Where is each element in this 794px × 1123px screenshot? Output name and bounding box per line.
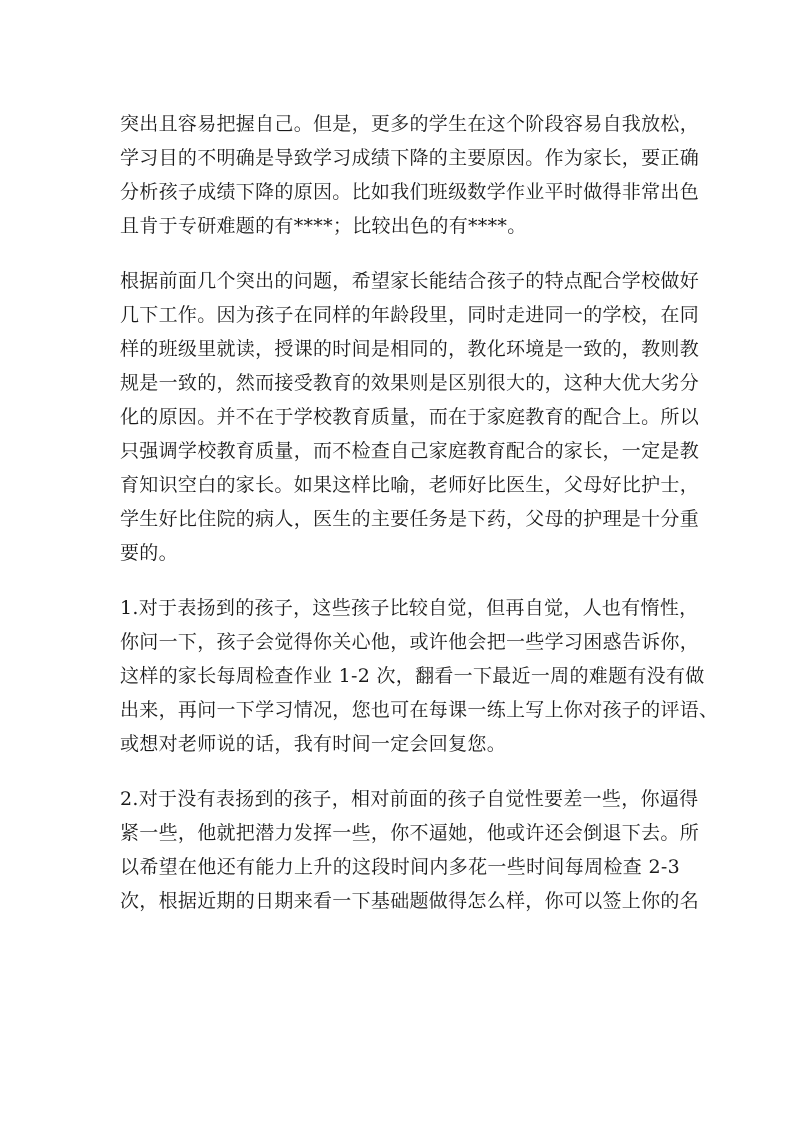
text-line-15: 你问一下，孩子会觉得你关心他，或许他会把一些学习困惑告诉你， — [120, 631, 700, 653]
text-line-8: 规是一致的，然而接受教育的效果则是区别很大的，这种大优大劣分 — [120, 372, 700, 394]
text-line-22: 次，根据近期的日期来看一下基础题做得怎么样，你可以签上你的名 — [120, 890, 700, 912]
text-line-7: 样的班级里就读，授课的时间是相同的，教化环境是一致的，教则教 — [120, 338, 700, 360]
text-line-18: 或想对老师说的话，我有时间一定会回复您。 — [120, 733, 507, 755]
text-line-9: 化的原因。并不在于学校教育质量，而在于家庭教育的配合上。所以 — [120, 406, 700, 428]
text-line-16: 这样的家长每周检查作业 1-2 次，翻看一下最近一周的难题有没有做 — [120, 665, 705, 687]
text-line-14: 1.对于表扬到的孩子，这些孩子比较自觉，但再自觉，人也有惰性， — [120, 597, 699, 619]
text-line-6: 几下工作。因为孩子在同样的年龄段里，同时走进同一的学校，在同 — [120, 304, 700, 326]
text-line-12: 学生好比住院的病人，医生的主要任务是下药，父母的护理是十分重 — [120, 508, 700, 530]
text-line-5: 根据前面几个突出的问题，希望家长能结合孩子的特点配合学校做好 — [120, 270, 700, 292]
text-line-21: 以希望在他还有能力上升的这段时间内多花一些时间每周检查 2-3 — [120, 856, 680, 878]
text-line-2: 学习目的不明确是导致学习成绩下降的主要原因。作为家长，要正确 — [120, 147, 700, 169]
text-line-19: 2.对于没有表扬到的孩子，相对前面的孩子自觉性要差一些，你逼得 — [120, 788, 699, 810]
text-line-20: 紧一些，他就把潜力发挥一些，你不逼她，他或许还会倒退下去。所 — [120, 822, 700, 844]
text-line-17: 出来，再问一下学习情况，您也可在每课一练上写上你对孩子的评语、 — [120, 699, 719, 721]
text-line-1: 突出且容易把握自己。但是，更多的学生在这个阶段容易自我放松， — [120, 113, 700, 135]
text-line-4: 且肯于专研难题的有****；比较出色的有****。 — [120, 215, 527, 237]
text-line-11: 育知识空白的家长。如果这样比喻，老师好比医生，父母好比护士， — [120, 474, 700, 496]
text-line-10: 只强调学校教育质量，而不检查自己家庭教育配合的家长，一定是教 — [120, 440, 700, 462]
text-line-13: 要的。 — [120, 542, 178, 564]
text-line-3: 分析孩子成绩下降的原因。比如我们班级数学作业平时做得非常出色 — [120, 181, 700, 203]
